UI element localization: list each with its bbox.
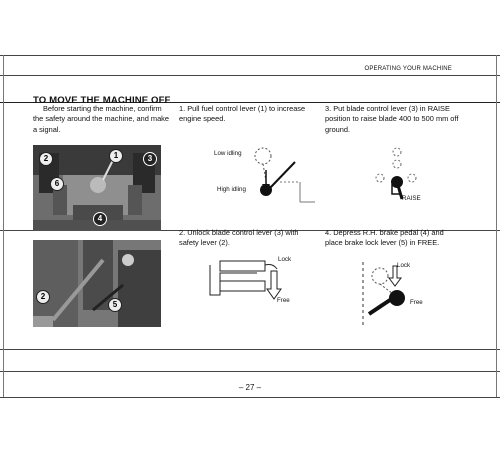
section-header: OPERATING YOUR MACHINE xyxy=(364,66,452,72)
header-rule xyxy=(0,75,500,76)
cab-photo-1 xyxy=(33,145,161,231)
step-1-text: 1. Pull fuel control lever (1) to increase engine speed. xyxy=(179,104,306,124)
step-3-text: 3. Put blade control lever (3) in RAISE position to raise blade 400 to 500 mm off ground. xyxy=(325,104,459,134)
free-label-2: Free xyxy=(410,299,423,306)
cab-photo-2 xyxy=(33,240,161,327)
photo1-mark-3: 3 xyxy=(143,152,157,166)
photo1-mark-1: 1 xyxy=(109,149,123,163)
fuel-lever-diagram xyxy=(230,142,330,212)
step-4-text: 4. Depress R.H. brake pedal (4) and place brake lock lever (5) in FREE. xyxy=(325,228,444,248)
photo2-mark-2: 2 xyxy=(36,290,50,304)
brake-lock-diagram xyxy=(355,258,435,330)
high-idling-label: High idling xyxy=(217,186,246,193)
photo1-mark-6: 6 xyxy=(50,177,64,191)
step-2-text: 2. Unlock blade control lever (3) with safety lever (2). xyxy=(179,228,299,248)
bottom-rule-2 xyxy=(0,397,500,398)
photo1-mark-4: 4 xyxy=(93,212,107,226)
free-label-1: Free xyxy=(277,297,290,304)
left-edge xyxy=(3,55,4,397)
cab-photo-2-image xyxy=(33,240,161,327)
right-edge xyxy=(496,55,497,397)
lower-rule xyxy=(0,349,500,350)
raise-label: RAISE xyxy=(402,195,421,202)
lock-label-2: Lock xyxy=(397,262,411,269)
page-title: TO MOVE THE MACHINE OFF xyxy=(33,95,171,106)
lock-label-1: Lock xyxy=(278,256,292,263)
photo1-mark-2: 2 xyxy=(39,152,53,166)
low-idling-label: Low idling xyxy=(214,150,242,157)
intro-text: Before starting the machine, confirm the safety around the machine, and make a signal. xyxy=(33,104,169,134)
bottom-rule-1 xyxy=(0,371,500,372)
photo2-mark-5: 5 xyxy=(108,298,122,312)
page-number: – 27 – xyxy=(238,383,262,392)
top-rule xyxy=(0,55,500,56)
safety-lever-diagram xyxy=(205,255,295,315)
